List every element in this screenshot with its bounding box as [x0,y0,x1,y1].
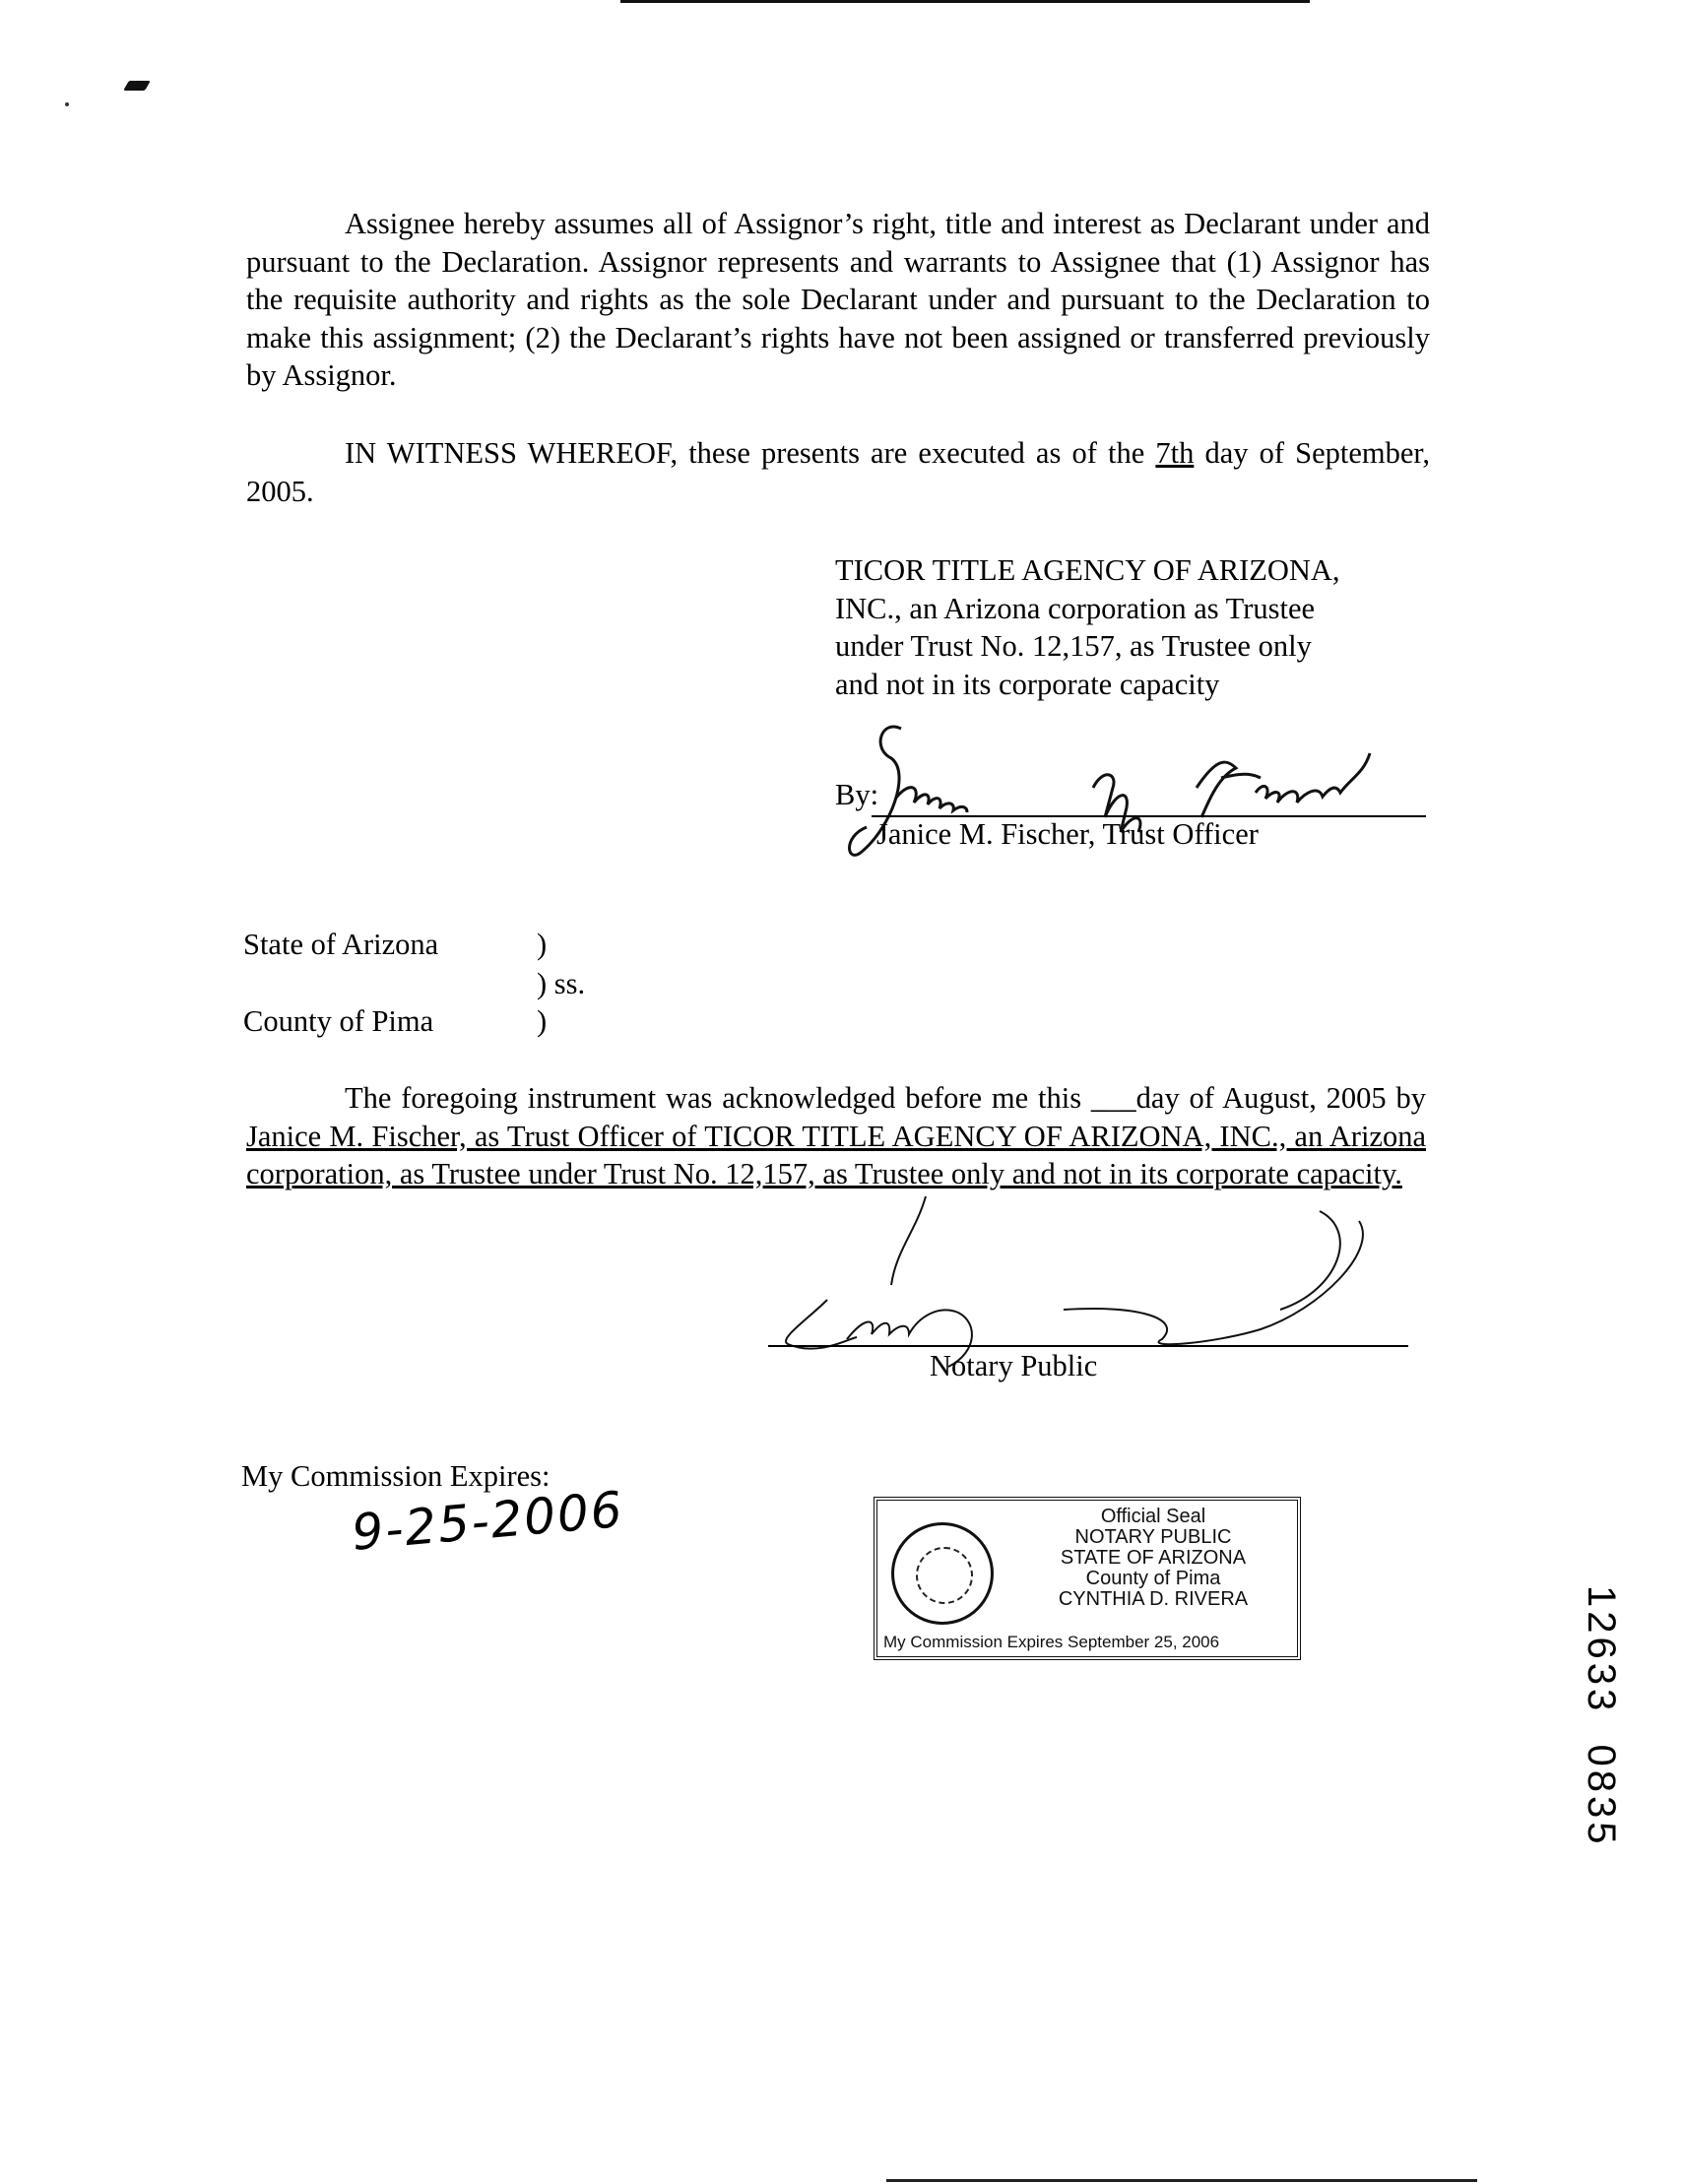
notary-signature [768,1191,1418,1369]
notary-signature-line [768,1345,1408,1347]
witness-text-pre: IN WITNESS WHEREOF, these presents are executed as of the [345,436,1156,470]
signatory-line-3: under Trust No. 12,157, as Trustee only [835,629,1312,664]
side-stamp [1579,1585,1623,1847]
seal-line-5: CYNTHIA D. RIVERA [1058,1588,1249,1610]
side-stamp-left: 12633 [1580,1585,1623,1715]
commission-date: 9-25-2006 [350,1480,626,1562]
witness-text-post: day of September, 2005. [246,436,1430,508]
scan-mark [123,81,151,91]
signatory-line-4: and not in its corporate capacity [835,667,1220,701]
acknowledgment-underlined: Janice M. Fischer, as Trust Officer of TICOR TITLE AGENCY OF ARIZONA, INC., an Arizona corporation, as Trustee under Trust No. 12,157, as Trustee only and not in its corporate capacity. [246,1119,1426,1191]
seal-line-2: NOTARY PUBLIC [1074,1526,1232,1548]
seal-line-4: County of Pima [1085,1568,1221,1589]
signatory-block [835,551,1340,703]
witness-day: 7th [1155,436,1195,470]
signatory-line-2: INC., an Arizona corporation as Trustee [835,591,1316,625]
venue-county: County of Pima [243,1004,434,1038]
venue-state: State of Arizona [243,928,439,961]
venue-ss: ) ss. [537,967,586,1000]
side-stamp-right: 0835 [1580,1744,1623,1848]
seal-line-3: STATE OF ARIZONA [1060,1547,1247,1569]
commission-label: My Commission Expires: [241,1459,551,1493]
scan-top-edge [620,0,1310,3]
acknowledgment-text-pre: The foregoing instrument was acknowledged before me this ___day of August, 2005 by [345,1081,1426,1115]
venue-paren-1: ) [537,928,548,961]
notary-title: Notary Public [930,1349,1098,1382]
witness-paragraph [246,434,1430,510]
seal-line-1: Official Seal [1100,1506,1206,1527]
venue-paren-2: ) [537,1004,548,1038]
notary-seal [874,1497,1301,1660]
by-label: By: [835,778,879,811]
seal-line-6: My Commission Expires September 25, 2006 [883,1633,1220,1651]
scan-dot [65,102,69,106]
acknowledgment-paragraph [246,1079,1426,1193]
scan-bottom-edge [886,2179,1477,2182]
assumption-paragraph: Assignee hereby assumes all of Assignor’s right, title and interest as Declarant under and pursuant to the Declaration. Assignor represents and warrants to Assignee that (1) Assignor has the requisite authority and rights as the sole Declarant under and pursuant to the Declaration to make this assignment; (2) the Declarant’s rights have not been assigned or transferred previously by Assignor. [246,207,1430,393]
signer-name-title: Janice M. Fischer, Trust Officer [876,817,1259,851]
signatory-line-1: TICOR TITLE AGENCY OF ARIZONA, [835,553,1340,587]
state-seal-icon [891,1522,994,1625]
trust-officer-signature [842,719,1453,876]
